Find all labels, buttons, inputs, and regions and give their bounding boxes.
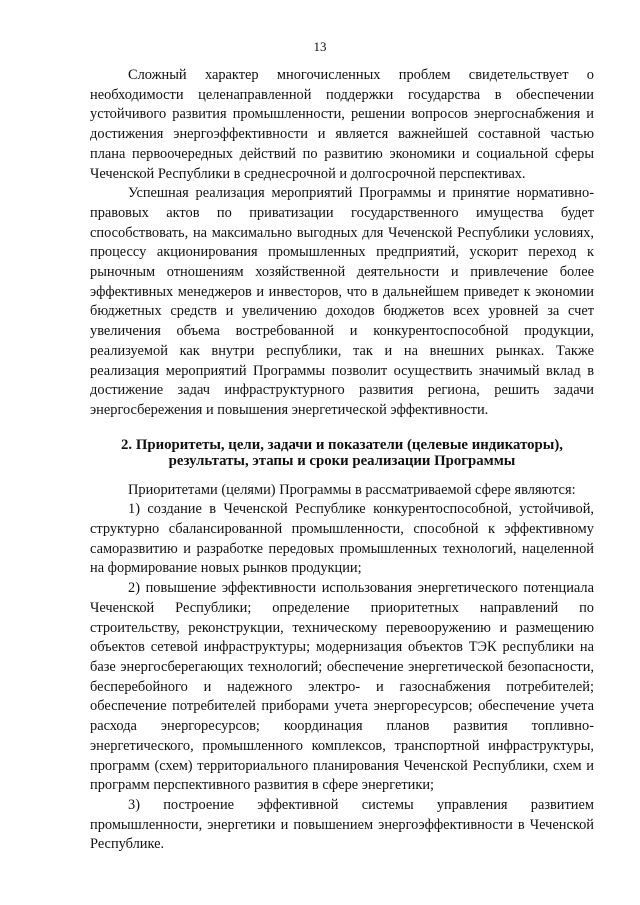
section-heading-line-2: результаты, этапы и сроки реализации Программы	[168, 452, 516, 469]
section-heading	[90, 437, 594, 469]
paragraph-problems: Сложный характер многочисленных проблем свидетельствует о необходимости целенаправленной поддержки государства в обеспечении устойчивого развития промышленности, решении вопросов энергоснабжения и достижения энергоэффективности и является важнейшей составной частью плана первоочередных действий по развитию экономики и социальной сферы Чеченской Республики в среднесрочной и долгосрочной перспективах.	[90, 67, 594, 182]
paragraph-priorities-intro: Приоритетами (целями) Программы в рассматриваемой сфере являются:	[128, 481, 576, 498]
page-number: 13	[313, 39, 327, 54]
list-item-priority-1: 1) создание в Чеченской Республике конкурентоспособной, устойчивой, структурно сбалансированной промышленности, способной к эффективному саморазвитию и разработке передовых промышленных технологий, нацеленной на формирование новых рынков продукции;	[90, 501, 594, 577]
document-body	[90, 66, 594, 855]
section-heading-line-1: 2. Приоритеты, цели, задачи и показатели (целевые индикаторы),	[121, 436, 563, 453]
paragraph-program-results: Успешная реализация мероприятий Программы и принятие нормативно-правовых актов по приватизации государственного имущества будет способствовать, на максимально выгодных для Чеченской Республики условиях, процессу акционирования промышленных предприятий, ускорит переход к рыночным отношениям хозяйственной деятельности и привлечение более эффективных менеджеров и инвесторов, что в дальнейшем приведет к экономии бюджетных средств и увеличению доходов бюджетов всех уровней за счет увеличения объема востребованной и конкурентоспособной продукции, реализуемой как внутри республики, так и на внешних рынках. Также реализация мероприятий Программы позволит осуществить значимый вклад в достижение задач инфраструктурного развития региона, решить задачи энергосбережения и повышения энергетической эффективности.	[90, 185, 594, 418]
list-item-priority-2: 2) повышение эффективности использования энергетического потенциала Чеченской Республики; определение приоритетных направлений по строительству, реконструкции, техническому перевооружению и размещению объектов сетевой инфраструктуры; модернизация объектов ТЭК республики на базе энергосберегающих технологий; обеспечение энергетической безопасности, бесперебойного и надежного электро- и газоснабжения потребителей; обеспечение потребителей приборами учета энергоресурсов; обеспечение учета расхода энергоресурсов; координация планов развития топливно-энергетического, промышленного комплексов, транспортной инфраструктуры, программ (схем) территориального планирования Чеченской Республики, схем и программ перспективного развития в сфере энергетики;	[90, 580, 594, 794]
list-item-priority-3: 3) построение эффективной системы управления развитием промышленности, энергетики и повышением энергоэффективности в Чеченской Республике.	[90, 796, 594, 853]
